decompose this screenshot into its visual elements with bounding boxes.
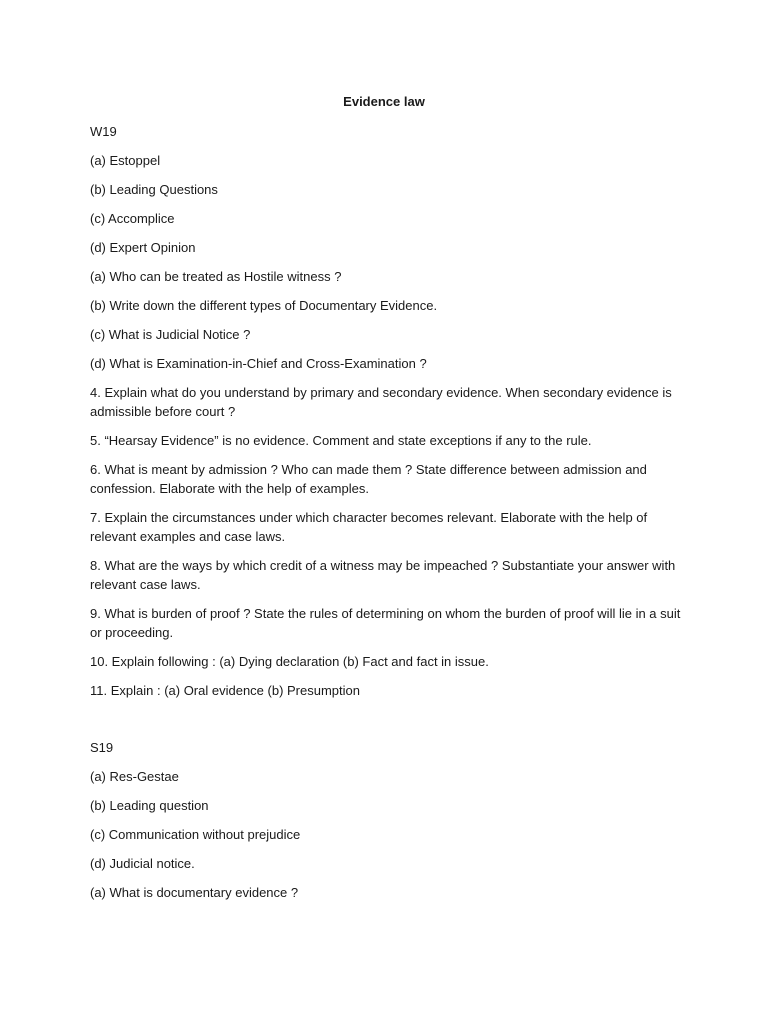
question-item: 10. Explain following : (a) Dying declaration (b) Fact and fact in issue. <box>90 654 489 669</box>
question-item: (b) Leading question <box>90 798 209 813</box>
document-title: Evidence law <box>343 94 425 109</box>
section-heading-s19: S19 <box>90 740 114 755</box>
question-item: (b) Leading Questions <box>90 182 218 197</box>
document-body <box>90 122 682 912</box>
question-item: (d) Expert Opinion <box>90 240 196 255</box>
question-item: (a) Res-Gestae <box>90 769 179 784</box>
question-item: (d) What is Examination-in-Chief and Cross-Examination ? <box>90 356 427 371</box>
section-heading-w19: W19 <box>90 124 117 139</box>
question-item: (d) Judicial notice. <box>90 856 195 871</box>
question-item: 6. What is meant by admission ? Who can made them ? State difference between admission and confession. Elaborate with the help of examples. <box>90 462 647 496</box>
question-item: (c) Accomplice <box>90 211 175 226</box>
question-item: (c) Communication without prejudice <box>90 827 301 842</box>
section-spacer <box>90 710 682 738</box>
question-item: (a) What is documentary evidence ? <box>90 885 299 900</box>
question-item: 4. Explain what do you understand by primary and secondary evidence. When secondary evidence is admissible before court ? <box>90 385 672 419</box>
question-item: 11. Explain : (a) Oral evidence (b) Presumption <box>90 683 360 698</box>
question-item: (c) What is Judicial Notice ? <box>90 327 251 342</box>
question-item: 8. What are the ways by which credit of a witness may be impeached ? Substantiate your answer with relevant case laws. <box>90 558 676 592</box>
question-item: (a) Who can be treated as Hostile witness ? <box>90 269 342 284</box>
question-item: 5. “Hearsay Evidence” is no evidence. Comment and state exceptions if any to the rule. <box>90 433 592 448</box>
question-item: (b) Write down the different types of Documentary Evidence. <box>90 298 438 313</box>
question-item: (a) Estoppel <box>90 153 161 168</box>
question-item: 7. Explain the circumstances under which character becomes relevant. Elaborate with the help of relevant examples and case laws. <box>90 510 648 544</box>
question-item: 9. What is burden of proof ? State the rules of determining on whom the burden of proof will lie in a suit or proceeding. <box>90 606 681 640</box>
